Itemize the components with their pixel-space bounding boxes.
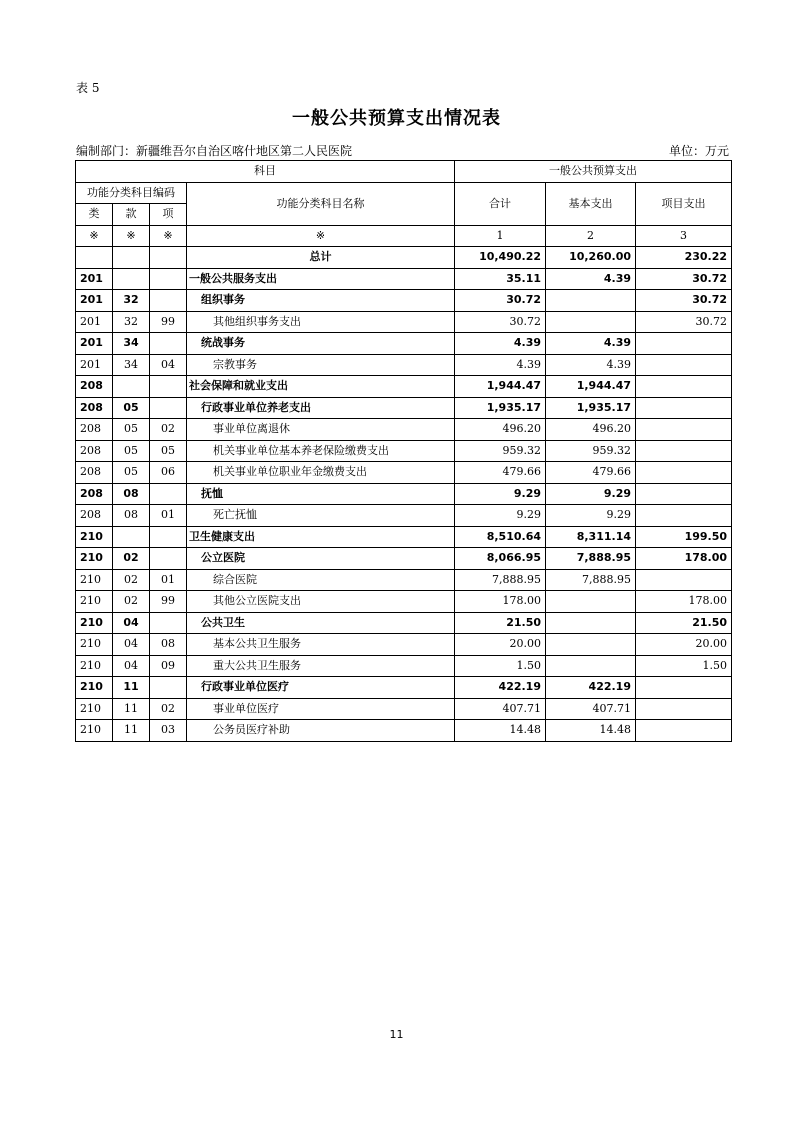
cell-project	[636, 677, 732, 699]
cell-total: 14.48	[455, 720, 546, 742]
cell-name: 宗教事务	[187, 354, 455, 376]
table-row	[76, 569, 732, 591]
mark-name: ※	[187, 225, 455, 247]
cell-total: 30.72	[455, 311, 546, 333]
budget-table	[75, 160, 732, 742]
cell-xiang: 02	[150, 698, 187, 720]
cell-kuan	[113, 268, 150, 290]
cell-kuan: 08	[113, 483, 150, 505]
table-number-label: 表 5	[76, 81, 100, 95]
cell-name: 重大公共卫生服务	[187, 655, 455, 677]
header-total: 合计	[455, 182, 546, 225]
table-row	[76, 612, 732, 634]
cell-name: 卫生健康支出	[187, 526, 455, 548]
header-code-group: 功能分类科目编码	[76, 182, 187, 204]
cell-basic	[546, 311, 636, 333]
table-row	[76, 462, 732, 484]
cell-total: 959.32	[455, 440, 546, 462]
cell-xiang: 99	[150, 311, 187, 333]
cell-basic: 4.39	[546, 268, 636, 290]
mark-kuan: ※	[113, 225, 150, 247]
col-number-3: 3	[636, 225, 732, 247]
table-row	[76, 419, 732, 441]
cell-xiang	[150, 677, 187, 699]
mark-xiang: ※	[150, 225, 187, 247]
table-row	[76, 311, 732, 333]
cell-project: 1.50	[636, 655, 732, 677]
cell-xiang: 06	[150, 462, 187, 484]
header-lei: 类	[76, 204, 113, 226]
cell-total: 4.39	[455, 354, 546, 376]
table-body	[76, 247, 732, 742]
cell-project: 178.00	[636, 591, 732, 613]
cell-name: 公共卫生	[187, 612, 455, 634]
cell-kuan: 02	[113, 548, 150, 570]
cell-kuan: 02	[113, 591, 150, 613]
cell-lei: 210	[76, 591, 113, 613]
cell-lei: 208	[76, 419, 113, 441]
cell-basic: 1,944.47	[546, 376, 636, 398]
header-name: 功能分类科目名称	[187, 182, 455, 225]
cell-basic: 10,260.00	[546, 247, 636, 269]
cell-total: 30.72	[455, 290, 546, 312]
cell-total: 1,944.47	[455, 376, 546, 398]
cell-name: 统战事务	[187, 333, 455, 355]
cell-total: 10,490.22	[455, 247, 546, 269]
cell-project: 20.00	[636, 634, 732, 656]
cell-project	[636, 505, 732, 527]
header-row-1	[76, 161, 732, 183]
cell-lei: 210	[76, 720, 113, 742]
cell-project	[636, 720, 732, 742]
header-kuan: 款	[113, 204, 150, 226]
cell-name: 机关事业单位职业年金缴费支出	[187, 462, 455, 484]
cell-xiang: 09	[150, 655, 187, 677]
cell-basic: 496.20	[546, 419, 636, 441]
cell-name: 总计	[187, 247, 455, 269]
table-row	[76, 505, 732, 527]
cell-kuan: 34	[113, 333, 150, 355]
cell-basic: 407.71	[546, 698, 636, 720]
cell-kuan: 04	[113, 634, 150, 656]
cell-total: 1,935.17	[455, 397, 546, 419]
cell-basic: 14.48	[546, 720, 636, 742]
cell-xiang: 01	[150, 569, 187, 591]
table-row	[76, 397, 732, 419]
cell-lei: 210	[76, 677, 113, 699]
cell-xiang: 03	[150, 720, 187, 742]
table-row	[76, 591, 732, 613]
cell-kuan: 04	[113, 612, 150, 634]
cell-basic	[546, 591, 636, 613]
table-row	[76, 333, 732, 355]
cell-lei: 208	[76, 397, 113, 419]
cell-basic: 9.29	[546, 483, 636, 505]
cell-lei: 210	[76, 569, 113, 591]
cell-name: 组织事务	[187, 290, 455, 312]
cell-name: 事业单位医疗	[187, 698, 455, 720]
cell-kuan: 11	[113, 677, 150, 699]
cell-lei: 208	[76, 376, 113, 398]
cell-xiang	[150, 526, 187, 548]
cell-project	[636, 462, 732, 484]
cell-total: 21.50	[455, 612, 546, 634]
table-row	[76, 548, 732, 570]
cell-name: 一般公共服务支出	[187, 268, 455, 290]
cell-kuan: 05	[113, 440, 150, 462]
table-row	[76, 677, 732, 699]
cell-kuan: 04	[113, 655, 150, 677]
cell-name: 死亡抚恤	[187, 505, 455, 527]
cell-xiang	[150, 483, 187, 505]
table-row	[76, 290, 732, 312]
cell-total: 407.71	[455, 698, 546, 720]
cell-basic	[546, 290, 636, 312]
col-number-2: 2	[546, 225, 636, 247]
cell-basic: 8,311.14	[546, 526, 636, 548]
cell-total: 9.29	[455, 483, 546, 505]
table-row	[76, 247, 732, 269]
cell-total: 422.19	[455, 677, 546, 699]
unit-label: 单位：万元	[668, 144, 729, 158]
cell-kuan: 11	[113, 720, 150, 742]
cell-xiang	[150, 397, 187, 419]
cell-total: 7,888.95	[455, 569, 546, 591]
cell-lei: 208	[76, 505, 113, 527]
cell-kuan: 34	[113, 354, 150, 376]
cell-name: 行政事业单位养老支出	[187, 397, 455, 419]
cell-lei: 201	[76, 354, 113, 376]
cell-xiang	[150, 612, 187, 634]
cell-lei: 201	[76, 311, 113, 333]
cell-basic: 422.19	[546, 677, 636, 699]
cell-project	[636, 397, 732, 419]
table-row	[76, 526, 732, 548]
cell-lei: 210	[76, 634, 113, 656]
cell-total: 1.50	[455, 655, 546, 677]
cell-project: 199.50	[636, 526, 732, 548]
cell-xiang: 05	[150, 440, 187, 462]
cell-basic: 4.39	[546, 333, 636, 355]
cell-name: 其他公立医院支出	[187, 591, 455, 613]
cell-xiang	[150, 376, 187, 398]
cell-xiang	[150, 548, 187, 570]
mark-lei: ※	[76, 225, 113, 247]
cell-xiang: 02	[150, 419, 187, 441]
header-project: 项目支出	[636, 182, 732, 225]
cell-project	[636, 354, 732, 376]
cell-project	[636, 376, 732, 398]
cell-total: 479.66	[455, 462, 546, 484]
cell-lei: 210	[76, 698, 113, 720]
cell-total: 9.29	[455, 505, 546, 527]
cell-project: 178.00	[636, 548, 732, 570]
cell-name: 行政事业单位医疗	[187, 677, 455, 699]
cell-project: 30.72	[636, 311, 732, 333]
table-row	[76, 698, 732, 720]
cell-xiang: 08	[150, 634, 187, 656]
header-budget: 一般公共预算支出	[455, 161, 732, 183]
cell-lei: 210	[76, 548, 113, 570]
cell-kuan: 08	[113, 505, 150, 527]
cell-kuan: 05	[113, 462, 150, 484]
cell-project	[636, 569, 732, 591]
header-row-2	[76, 182, 732, 204]
cell-kuan	[113, 526, 150, 548]
cell-kuan	[113, 247, 150, 269]
cell-name: 基本公共卫生服务	[187, 634, 455, 656]
cell-basic	[546, 655, 636, 677]
cell-kuan: 32	[113, 311, 150, 333]
table-row	[76, 634, 732, 656]
header-subject: 科目	[76, 161, 455, 183]
cell-name: 其他组织事务支出	[187, 311, 455, 333]
cell-project	[636, 419, 732, 441]
cell-total: 8,510.64	[455, 526, 546, 548]
cell-lei: 208	[76, 483, 113, 505]
cell-xiang	[150, 333, 187, 355]
table-row	[76, 655, 732, 677]
cell-xiang	[150, 290, 187, 312]
cell-basic: 9.29	[546, 505, 636, 527]
cell-lei	[76, 247, 113, 269]
page-number: 11	[389, 1028, 404, 1041]
table-row	[76, 483, 732, 505]
table-row	[76, 268, 732, 290]
cell-name: 机关事业单位基本养老保险缴费支出	[187, 440, 455, 462]
cell-total: 8,066.95	[455, 548, 546, 570]
cell-lei: 201	[76, 290, 113, 312]
cell-name: 抚恤	[187, 483, 455, 505]
cell-total: 4.39	[455, 333, 546, 355]
cell-lei: 210	[76, 612, 113, 634]
cell-basic	[546, 634, 636, 656]
cell-name: 公立医院	[187, 548, 455, 570]
cell-total: 496.20	[455, 419, 546, 441]
cell-lei: 208	[76, 462, 113, 484]
cell-name: 综合医院	[187, 569, 455, 591]
cell-project	[636, 698, 732, 720]
cell-basic: 1,935.17	[546, 397, 636, 419]
department-label: 编制部门：新疆维吾尔自治区喀什地区第二人民医院	[76, 144, 353, 158]
cell-lei: 201	[76, 333, 113, 355]
col-number-1: 1	[455, 225, 546, 247]
header-basic: 基本支出	[546, 182, 636, 225]
cell-kuan: 11	[113, 698, 150, 720]
cell-basic: 479.66	[546, 462, 636, 484]
cell-lei: 210	[76, 526, 113, 548]
cell-kuan: 05	[113, 419, 150, 441]
table-row	[76, 354, 732, 376]
cell-basic	[546, 612, 636, 634]
cell-project: 30.72	[636, 268, 732, 290]
cell-basic: 4.39	[546, 354, 636, 376]
cell-xiang: 01	[150, 505, 187, 527]
cell-lei: 208	[76, 440, 113, 462]
cell-xiang	[150, 247, 187, 269]
cell-project: 21.50	[636, 612, 732, 634]
cell-xiang: 04	[150, 354, 187, 376]
cell-name: 社会保障和就业支出	[187, 376, 455, 398]
cell-basic: 7,888.95	[546, 569, 636, 591]
cell-basic: 959.32	[546, 440, 636, 462]
cell-total: 20.00	[455, 634, 546, 656]
cell-name: 事业单位离退休	[187, 419, 455, 441]
cell-lei: 210	[76, 655, 113, 677]
header-xiang: 项	[150, 204, 187, 226]
cell-xiang	[150, 268, 187, 290]
cell-name: 公务员医疗补助	[187, 720, 455, 742]
header-row-4	[76, 225, 732, 247]
cell-project: 30.72	[636, 290, 732, 312]
cell-total: 35.11	[455, 268, 546, 290]
table-row	[76, 440, 732, 462]
cell-kuan: 32	[113, 290, 150, 312]
cell-kuan: 05	[113, 397, 150, 419]
page-title: 一般公共预算支出情况表	[292, 108, 501, 129]
cell-kuan	[113, 376, 150, 398]
cell-total: 178.00	[455, 591, 546, 613]
cell-xiang: 99	[150, 591, 187, 613]
cell-kuan: 02	[113, 569, 150, 591]
cell-lei: 201	[76, 268, 113, 290]
cell-basic: 7,888.95	[546, 548, 636, 570]
cell-project	[636, 483, 732, 505]
cell-project	[636, 440, 732, 462]
cell-project: 230.22	[636, 247, 732, 269]
table-row	[76, 720, 732, 742]
cell-project	[636, 333, 732, 355]
table-row	[76, 376, 732, 398]
